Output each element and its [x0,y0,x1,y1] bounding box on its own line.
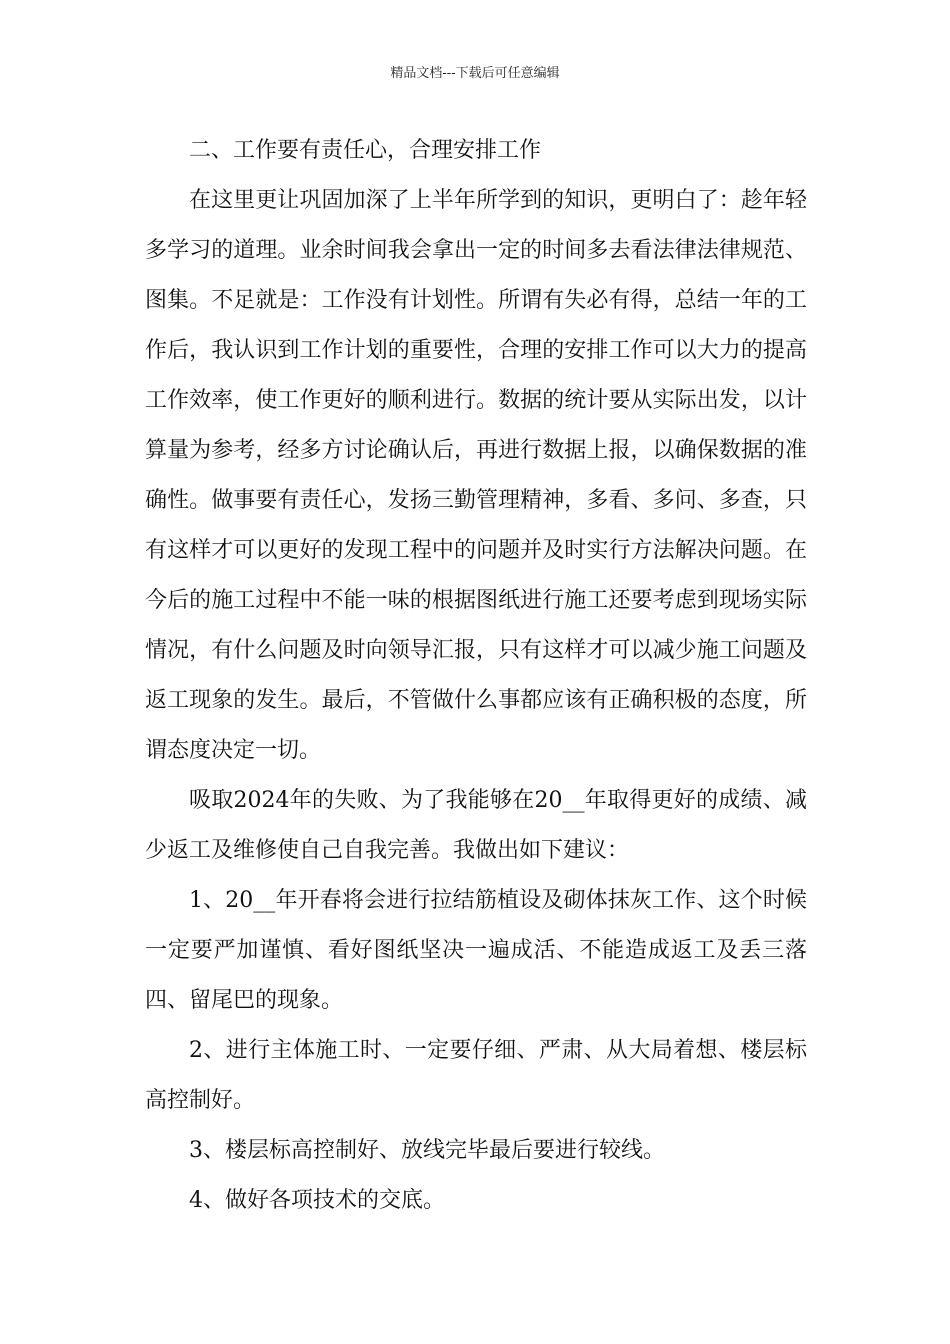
list-item: 4、做好各项技术的交底。 [189,1188,445,1213]
list-item: 1、20__年开春将会进行拉结筋植设及砌体抹灰工作、这个时候一定要严加谨慎、看好图纸坚决一遍成活、不能造成返工及丢三落四、留尾巴的现象。 [145,888,807,1013]
body-paragraph: 吸取2024年的失败、为了我能够在20__年取得更好的成绩、减少返工及维修使自己自我完善。我做出如下建议： [145,788,807,863]
page-header: 精品文档---下载后可任意编辑 [390,66,560,81]
section-heading: 二、工作要有责任心，合理安排工作 [189,138,542,163]
list-item: 3、楼层标高控制好、放线完毕最后要进行较线。 [189,1138,665,1163]
document-body [145,126,807,1226]
body-paragraph: 在这里更让巩固加深了上半年所学到的知识，更明白了：趁年轻多学习的道理。业余时间我会拿出一定的时间多去看法律法律规范、图集。不足就是：工作没有计划性。所谓有失必有得，总结一年的工作后，我认识到工作计划的重要性，合理的安排工作可以大力的提高工作效率，使工作更好的顺利进行。数据的统计要从实际出发，以计算量为参考，经多方讨论确认后，再进行数据上报，以确保数据的准确性。做事要有责任心，发扬三勤管理精神，多看、多问、多查，只有这样才可以更好的发现工程中的问题并及时实行方法解决问题。在今后的施工过程中不能一味的根据图纸进行施工还要考虑到现场实际情况，有什么问题及时向领导汇报，只有这样才可以减少施工问题及返工现象的发生。最后，不管做什么事都应该有正确积极的态度，所谓态度决定一切。 [145,188,807,763]
list-item: 2、进行主体施工时、一定要仔细、严肃、从大局着想、楼层标高控制好。 [145,1038,807,1113]
